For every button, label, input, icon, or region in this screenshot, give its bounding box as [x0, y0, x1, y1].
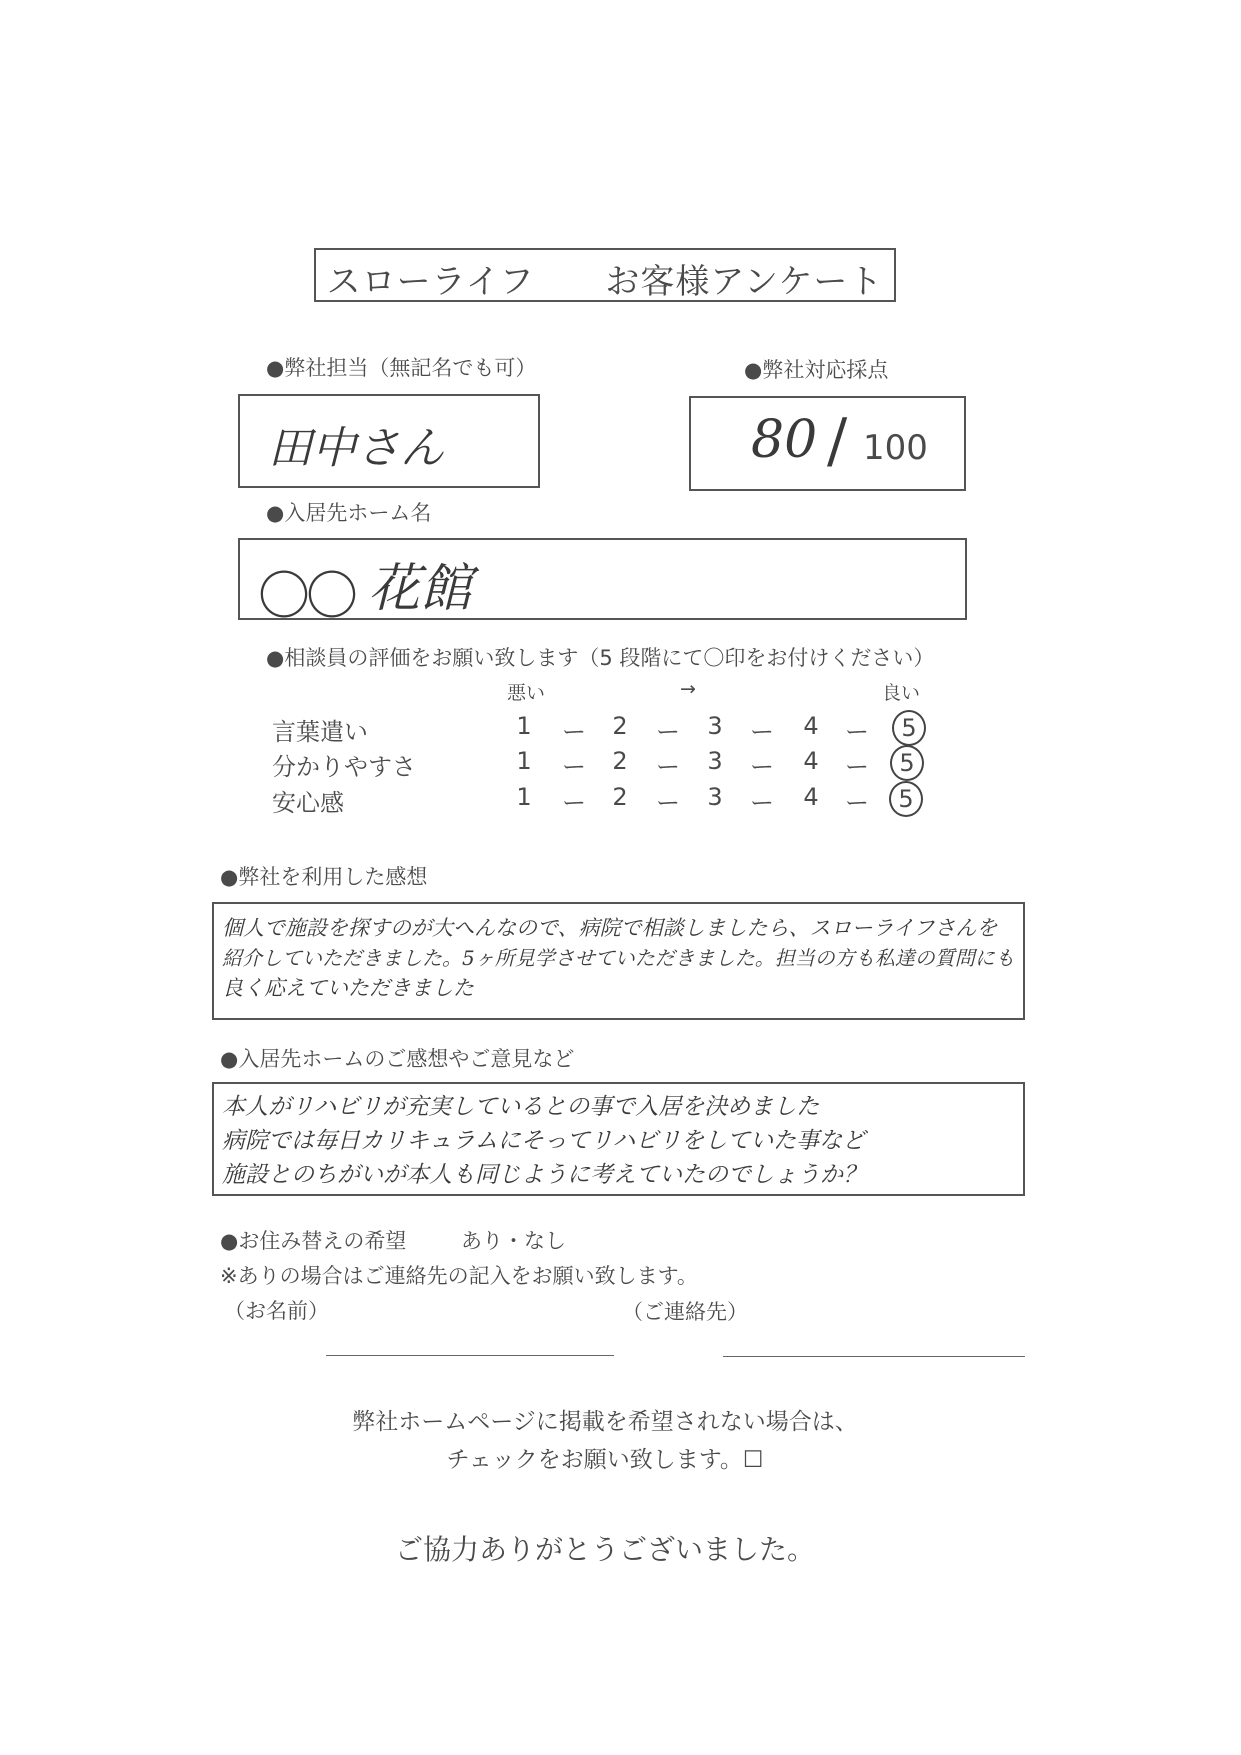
rating-option-3[interactable]: 3 — [707, 712, 723, 740]
scale-dash: ー — [750, 789, 774, 817]
rating-option-5-selected[interactable]: 5 — [892, 710, 926, 746]
scale-dash: ー — [656, 718, 680, 746]
rating-option-5-selected[interactable]: 5 — [890, 745, 924, 781]
impression-line-2: 紹介していただきました。5ヶ所見学させていただきました。担当の方も私達の質問にも — [222, 946, 1015, 970]
scale-dash: ー — [656, 789, 680, 817]
home-value: 花館 — [368, 559, 473, 619]
rating-option-4[interactable]: 4 — [803, 712, 819, 740]
rating-option-3[interactable]: 3 — [707, 783, 723, 811]
rating-option-2[interactable]: 2 — [612, 747, 628, 775]
score-value: 80 — [751, 410, 818, 470]
homepage-note-text: チェックをお願い致します。 — [446, 1447, 743, 1473]
home-opinion-label: ●入居先ホームのご感想やご意見など — [220, 1047, 575, 1071]
staff-field[interactable] — [238, 394, 540, 488]
rating-row-reassurance — [272, 783, 972, 817]
rating-option-1[interactable]: 1 — [516, 712, 532, 740]
rating-row-clarity — [272, 747, 972, 781]
relocation-options[interactable]: あり・なし — [461, 1229, 566, 1253]
rating-option-2[interactable]: 2 — [612, 783, 628, 811]
scale-dash: ー — [562, 718, 586, 746]
evaluation-label: ●相談員の評価をお願い致します（5 段階にて〇印をお付けください） — [266, 646, 935, 670]
rating-option-4[interactable]: 4 — [803, 747, 819, 775]
scale-dash: ー — [750, 718, 774, 746]
impression-label: ●弊社を利用した感想 — [220, 865, 428, 889]
rating-label: 分かりやすさ — [272, 753, 416, 781]
impression-line-3: 良く応えていただきました — [222, 976, 474, 1000]
scale-dash: ー — [562, 789, 586, 817]
survey-title — [316, 254, 894, 303]
rating-label: 言葉遣い — [272, 718, 368, 746]
survey-title-heading: お客様アンケート — [605, 262, 884, 302]
scale-dash: ー — [845, 718, 869, 746]
scale-arrow: → — [680, 678, 696, 700]
home-field[interactable] — [238, 538, 967, 627]
contact-label: （ご連絡先） — [622, 1300, 748, 1324]
scale-good-label: 良い — [882, 682, 921, 704]
scale-dash: ー — [562, 753, 586, 781]
scale-dash: ー — [750, 753, 774, 781]
rating-option-1[interactable]: 1 — [516, 783, 532, 811]
relocation-label: ●お住み替えの希望 — [220, 1229, 407, 1253]
rating-option-3[interactable]: 3 — [707, 747, 723, 775]
scale-dash: ー — [845, 789, 869, 817]
score-label: ●弊社対応採点 — [744, 358, 889, 382]
homepage-note-line1: 弊社ホームページに掲載を希望されない場合は、 — [352, 1409, 858, 1435]
rating-row-wording — [272, 712, 972, 746]
scale-bad-label: 悪い — [507, 682, 546, 704]
rating-option-1[interactable]: 1 — [516, 747, 532, 775]
rating-option-4[interactable]: 4 — [803, 783, 819, 811]
impression-line-1: 個人で施設を探すのが大へんなので、病院で相談しましたら、スローライフさんを — [222, 916, 998, 940]
score-slash: / — [827, 406, 848, 476]
homepage-optout-checkbox[interactable]: ☐ — [742, 1447, 764, 1473]
home-opinion-line-1: 本人がリハビリが充実しているとの事で入居を決めました — [222, 1094, 820, 1120]
score-max: 100 — [863, 428, 928, 468]
thanks-message: ご協力ありがとうございました。 — [394, 1533, 815, 1566]
home-opinion-line-2: 病院では毎日カリキュラムにそってリハビリをしていた事など — [222, 1128, 866, 1154]
survey-title-box — [314, 248, 896, 302]
staff-label: ●弊社担当（無記名でも可） — [266, 356, 537, 380]
relocation-note: ※ありの場合はご連絡先の記入をお願い致します。 — [220, 1264, 698, 1288]
home-value-circles: 〇〇 — [258, 567, 355, 627]
rating-option-2[interactable]: 2 — [612, 712, 628, 740]
name-label: （お名前） — [224, 1299, 329, 1323]
home-opinion-line-3: 施設とのちがいが本人も同じように考えていたのでしょうか？ — [222, 1162, 866, 1188]
home-label: ●入居先ホーム名 — [266, 501, 432, 525]
rating-label: 安心感 — [272, 789, 344, 817]
rating-option-5-selected[interactable]: 5 — [889, 781, 923, 817]
scale-dash: ー — [656, 753, 680, 781]
scale-dash: ー — [845, 753, 869, 781]
score-field[interactable] — [689, 396, 966, 491]
homepage-note-line2 — [0, 1441, 1210, 1474]
contact-input-line[interactable] — [723, 1356, 1025, 1357]
survey-title-company: スローライフ — [326, 262, 535, 302]
staff-value: 田中さん — [268, 423, 444, 474]
name-input-line[interactable] — [326, 1355, 614, 1356]
